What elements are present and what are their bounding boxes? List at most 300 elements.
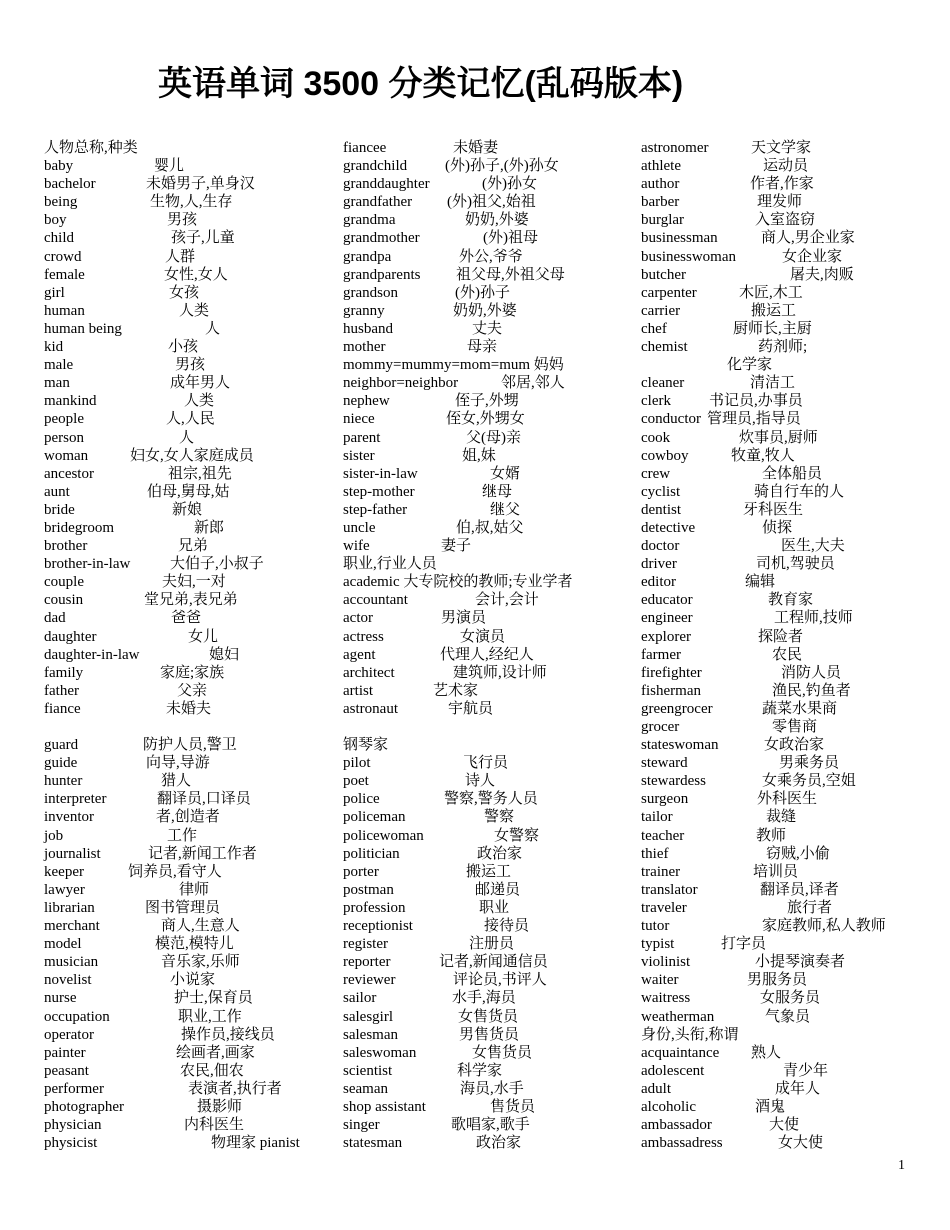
- chinese-meaning: 天文学家: [751, 140, 812, 156]
- vocab-entry: [641, 447, 931, 465]
- vocab-entry: [343, 808, 633, 826]
- chinese-meaning: 女儿: [188, 628, 219, 645]
- vocab-entry: [343, 700, 633, 718]
- english-word: baby: [44, 158, 74, 175]
- english-word: nephew: [343, 393, 390, 410]
- english-word: cyclist: [641, 483, 681, 500]
- english-word: educator: [641, 592, 693, 609]
- english-word: boy: [44, 212, 67, 229]
- vocab-entry: [44, 772, 334, 790]
- english-word: sister: [343, 447, 375, 464]
- chinese-meaning: 清洁工: [750, 375, 796, 392]
- vocab-entry: [44, 537, 334, 555]
- vocab-entry: [44, 139, 334, 157]
- english-word: stateswoman: [641, 737, 719, 754]
- vocab-entry: [44, 628, 334, 646]
- english-word: wife: [343, 538, 370, 555]
- chinese-meaning: 侄子,外甥: [455, 393, 519, 410]
- vocab-entry: [343, 555, 633, 573]
- english-word: firefighter: [641, 664, 702, 681]
- vocab-entry: [44, 320, 334, 338]
- vocab-entry: [641, 646, 931, 664]
- vocab-entry: [44, 175, 334, 193]
- chinese-meaning: 探险者: [758, 628, 804, 645]
- chinese-meaning: 图书管理员: [145, 899, 221, 916]
- vocab-entry: [343, 1026, 633, 1044]
- english-word: keeper: [44, 863, 84, 880]
- english-word: daughter: [44, 628, 97, 645]
- vocab-entry: [641, 229, 931, 247]
- chinese-meaning: 外公,爷爷: [459, 248, 523, 265]
- english-word: porter: [343, 863, 379, 880]
- chinese-meaning: 小孩: [168, 339, 199, 356]
- chinese-meaning: 女企业家: [782, 248, 843, 265]
- chinese-meaning: 入室盗窃: [755, 212, 816, 229]
- vocab-entry: [641, 863, 931, 881]
- english-word: carpenter: [641, 284, 697, 301]
- english-word: explorer: [641, 628, 691, 645]
- vocab-entry: [343, 1062, 633, 1080]
- vocab-entry: [44, 718, 334, 736]
- english-word: dad: [44, 610, 66, 627]
- vocab-entry: [343, 374, 633, 392]
- vocab-entry: [343, 284, 633, 302]
- vocab-entry: [343, 410, 633, 428]
- vocab-entry: [44, 193, 334, 211]
- chinese-meaning: 记者,新闻通信员: [439, 954, 548, 971]
- chinese-meaning: 父(母)亲: [466, 429, 521, 446]
- english-word: granny: [343, 302, 385, 319]
- chinese-meaning: (外)祖母: [483, 230, 538, 247]
- english-word: artist: [343, 682, 373, 699]
- english-word: crew: [641, 465, 671, 482]
- english-word: singer: [343, 1117, 380, 1134]
- vocab-column-3: [641, 139, 931, 1152]
- english-word: adolescent: [641, 1062, 705, 1079]
- vocab-entry: [44, 211, 334, 229]
- english-word: waitress: [641, 990, 691, 1007]
- chinese-meaning: 裁缝: [766, 809, 797, 826]
- english-word: scientist: [343, 1062, 393, 1079]
- vocab-entry: [641, 700, 931, 718]
- chinese-meaning: 代理人,经纪人: [440, 646, 534, 663]
- vocab-entry: [641, 501, 931, 519]
- chinese-meaning: 女售货员: [458, 1008, 519, 1025]
- english-word: occupation: [44, 1008, 110, 1025]
- chinese-meaning: 人类: [184, 393, 215, 410]
- chinese-meaning: 内科医生: [184, 1117, 245, 1134]
- english-word: granddaughter: [343, 176, 430, 193]
- chinese-meaning: 婴儿: [154, 158, 185, 175]
- english-word: barber: [641, 194, 680, 211]
- english-word: policeman: [343, 809, 406, 826]
- vocab-entry: [343, 790, 633, 808]
- vocab-entry: [641, 157, 931, 175]
- chinese-meaning: 新娘: [172, 501, 203, 518]
- chinese-meaning: 会计,会计: [475, 592, 539, 609]
- english-word: farmer: [641, 646, 681, 663]
- chinese-meaning: 操作员,接线员: [181, 1026, 275, 1043]
- vocab-entry: [44, 392, 334, 410]
- english-word: musician: [44, 954, 99, 971]
- chinese-meaning: 女性,女人: [164, 266, 228, 283]
- page-title: 英语单词 3500 分类记忆(乱码版本): [158, 65, 684, 103]
- chinese-meaning: 人: [205, 320, 221, 337]
- vocab-entry: [44, 863, 334, 881]
- english-word: author: [641, 176, 680, 193]
- vocab-entry: [641, 591, 931, 609]
- chinese-meaning: 警察,警务人员: [444, 791, 538, 808]
- chinese-meaning: 摄影师: [197, 1098, 243, 1115]
- vocab-entry: [343, 139, 633, 157]
- chinese-meaning: 姐,妹: [462, 447, 496, 464]
- english-word: editor: [641, 574, 676, 591]
- english-word: guide: [44, 755, 78, 772]
- vocab-entry: [343, 501, 633, 519]
- chinese-meaning: 男服务员: [747, 972, 808, 989]
- chinese-meaning: 消防人员: [781, 664, 842, 681]
- vocab-entry: [44, 356, 334, 374]
- chinese-meaning: 作者,作家: [750, 176, 814, 193]
- vocab-entry: [343, 646, 633, 664]
- english-word: trainer: [641, 863, 681, 880]
- vocab-entry: [641, 718, 931, 736]
- english-word: guard: [44, 737, 79, 754]
- chinese-meaning: 售货员: [490, 1098, 536, 1115]
- vocab-entry: [641, 429, 931, 447]
- vocab-entry: [641, 1062, 931, 1080]
- english-word: salesman: [343, 1026, 398, 1043]
- english-word: painter: [44, 1044, 86, 1061]
- english-word: cleaner: [641, 375, 685, 392]
- english-word: adult: [641, 1080, 671, 1097]
- vocab-entry: [44, 1044, 334, 1062]
- vocab-entry: [44, 284, 334, 302]
- chinese-meaning: 人: [179, 429, 195, 446]
- english-word: grandson: [343, 284, 398, 301]
- english-word: dentist: [641, 501, 681, 518]
- vocab-entry: [641, 845, 931, 863]
- vocab-entry: [44, 682, 334, 700]
- chinese-meaning: 女婿: [490, 465, 521, 482]
- english-word: fisherman: [641, 682, 701, 699]
- english-word: husband: [343, 320, 393, 337]
- vocab-entry: [44, 248, 334, 266]
- chinese-meaning: 气象员: [765, 1008, 811, 1025]
- chinese-meaning: (外)祖父,始祖: [447, 194, 536, 211]
- vocab-entry: [343, 682, 633, 700]
- english-word: bride: [44, 501, 75, 518]
- vocab-entry: [641, 1080, 931, 1098]
- chinese-meaning: 艺术家: [433, 682, 479, 699]
- english-word: step-father: [343, 501, 408, 518]
- english-word: child: [44, 230, 74, 247]
- chinese-meaning: 邮递员: [475, 881, 521, 898]
- chinese-meaning: 大伯子,小叔子: [170, 556, 264, 573]
- english-word: mankind: [44, 393, 97, 410]
- english-word: person: [44, 429, 84, 446]
- english-word: bridegroom: [44, 519, 114, 536]
- english-word: butcher: [641, 266, 686, 283]
- chinese-meaning: 炊事员,厨师: [739, 429, 818, 446]
- vocab-entry: [641, 881, 931, 899]
- english-word: carrier: [641, 302, 681, 319]
- vocab-entry: [44, 157, 334, 175]
- english-word: salesgirl: [343, 1008, 393, 1025]
- chinese-meaning: 警察: [484, 809, 515, 826]
- vocab-entry: [343, 1008, 633, 1026]
- english-word: shop assistant: [343, 1098, 426, 1115]
- vocab-entry: [44, 229, 334, 247]
- vocab-entry: [641, 266, 931, 284]
- chinese-meaning: 律师: [179, 881, 210, 898]
- vocab-entry: [641, 682, 931, 700]
- vocab-entry: [44, 501, 334, 519]
- chinese-meaning: 人,人民: [166, 411, 215, 428]
- chinese-meaning: 未婚妻: [453, 140, 499, 156]
- vocab-entry: [641, 284, 931, 302]
- vocab-entry: [343, 573, 633, 591]
- vocab-entry: [44, 935, 334, 953]
- english-word: grandfather: [343, 194, 413, 211]
- english-word: female: [44, 266, 85, 283]
- chinese-meaning: 女警察: [494, 827, 540, 844]
- english-word: 身份,头衔,称谓: [641, 1026, 739, 1043]
- chinese-meaning: 成年人: [775, 1080, 821, 1097]
- chinese-meaning: 商人,男企业家: [761, 230, 855, 247]
- english-word: thief: [641, 845, 669, 862]
- chinese-meaning: 旅行者: [787, 899, 833, 916]
- english-word: tailor: [641, 809, 673, 826]
- vocab-entry: [343, 1080, 633, 1098]
- vocab-entry: [343, 1098, 633, 1116]
- english-word: hunter: [44, 773, 83, 790]
- vocab-entry: [343, 899, 633, 917]
- chinese-meaning: 水手,海员: [452, 990, 516, 1007]
- chinese-meaning: 侄女,外甥女: [446, 411, 525, 428]
- chinese-meaning: 继母: [482, 483, 513, 500]
- english-word: job: [44, 827, 64, 844]
- english-word: cowboy: [641, 447, 689, 464]
- english-word: couple: [44, 574, 84, 591]
- english-word: steward: [641, 755, 688, 772]
- chinese-meaning: 新郎: [194, 519, 225, 536]
- english-word: ambassadress: [641, 1135, 723, 1152]
- chinese-meaning: 防护人员,警卫: [143, 737, 237, 754]
- chinese-meaning: 科学家: [457, 1062, 503, 1079]
- vocab-entry: [343, 736, 633, 754]
- vocab-entry: [343, 1044, 633, 1062]
- english-word: waiter: [641, 972, 679, 989]
- vocab-entry: [44, 1134, 334, 1152]
- chinese-meaning: 青少年: [783, 1062, 829, 1079]
- chinese-meaning: 丈夫: [472, 320, 503, 337]
- vocab-entry: [343, 175, 633, 193]
- english-word: businesswoman: [641, 248, 736, 265]
- chinese-meaning: 打字员: [721, 936, 767, 953]
- chinese-meaning: 管理员,指导员: [707, 411, 801, 428]
- chinese-meaning: 爸爸: [171, 610, 202, 627]
- vocab-entry: [641, 410, 931, 428]
- vocab-entry: [44, 953, 334, 971]
- vocab-entry: [641, 320, 931, 338]
- english-word: accountant: [343, 592, 408, 609]
- chinese-meaning: 侦探: [762, 519, 793, 536]
- english-word: girl: [44, 284, 65, 301]
- english-word: bachelor: [44, 176, 96, 193]
- vocab-entry: [343, 935, 633, 953]
- vocab-entry: [343, 917, 633, 935]
- chinese-meaning: 职业: [479, 899, 510, 916]
- chinese-meaning: 飞行员: [463, 755, 509, 772]
- english-word: traveler: [641, 899, 687, 916]
- english-word: physician: [44, 1117, 102, 1134]
- english-word: crowd: [44, 248, 82, 265]
- vocab-entry: [44, 664, 334, 682]
- chinese-meaning: 搬运工: [466, 863, 512, 880]
- chinese-meaning: 教育家: [768, 592, 814, 609]
- vocab-entry: [343, 465, 633, 483]
- chinese-meaning: 伯母,舅母,姑: [147, 483, 230, 500]
- chinese-meaning: 农民: [772, 646, 803, 663]
- vocab-entry: [343, 953, 633, 971]
- vocab-entry: [641, 139, 931, 157]
- vocab-entry: [343, 664, 633, 682]
- chinese-meaning: 培训员: [753, 863, 799, 880]
- english-word: translator: [641, 881, 698, 898]
- vocab-entry: [343, 356, 633, 374]
- chinese-meaning: 女乘务员,空姐: [762, 773, 856, 790]
- chinese-meaning: 人类: [179, 302, 210, 319]
- vocab-entry: [44, 447, 334, 465]
- english-word: operator: [44, 1026, 94, 1043]
- chinese-meaning: 药剂师;: [758, 339, 808, 356]
- vocab-entry: [641, 808, 931, 826]
- english-word: teacher: [641, 827, 685, 844]
- vocab-entry: [343, 429, 633, 447]
- english-word: physicist: [44, 1135, 98, 1152]
- chinese-meaning: 孩子,儿童: [171, 230, 235, 247]
- vocab-entry: [641, 754, 931, 772]
- english-word: human: [44, 302, 85, 319]
- chinese-meaning: 工程师,技师: [774, 610, 853, 627]
- english-word: grandpa: [343, 248, 392, 265]
- english-word: journalist: [44, 845, 101, 862]
- english-word: statesman: [343, 1135, 403, 1152]
- vocab-entry: [44, 790, 334, 808]
- vocab-column-2: [343, 139, 633, 1152]
- vocab-entry: [44, 808, 334, 826]
- chinese-meaning: 继父: [490, 501, 521, 518]
- vocab-entry: [641, 790, 931, 808]
- vocab-entry: [44, 1008, 334, 1026]
- vocab-entry: [641, 1026, 931, 1044]
- english-word: brother-in-law: [44, 556, 131, 573]
- chinese-meaning: 酒鬼: [755, 1098, 786, 1115]
- english-word: sister-in-law: [343, 465, 418, 482]
- vocab-entry: [641, 483, 931, 501]
- vocab-entry: [44, 573, 334, 591]
- english-word: 钢琴家: [343, 737, 389, 754]
- vocab-entry: [343, 827, 633, 845]
- vocab-entry: [641, 1098, 931, 1116]
- chinese-meaning: (外)孙子: [455, 284, 510, 301]
- chinese-meaning: 父亲: [177, 682, 208, 699]
- english-word: reporter: [343, 954, 391, 971]
- chinese-meaning: 家庭教师,私人教师: [762, 918, 886, 935]
- vocab-entry: [641, 193, 931, 211]
- vocab-entry: [641, 1134, 931, 1152]
- vocab-entry: [44, 881, 334, 899]
- chinese-meaning: 家庭;家族: [160, 664, 225, 681]
- vocab-entry: [44, 845, 334, 863]
- chinese-meaning: 诗人: [465, 773, 496, 790]
- vocab-entry: [343, 609, 633, 627]
- english-word: architect: [343, 664, 395, 681]
- vocab-entry: [44, 1062, 334, 1080]
- chinese-meaning: 零售商: [772, 719, 818, 735]
- chinese-meaning: 歌唱家,歌手: [451, 1117, 530, 1134]
- vocab-entry: [343, 1116, 633, 1134]
- english-word: grocer: [641, 719, 680, 735]
- vocab-entry: [343, 266, 633, 284]
- english-word: saleswoman: [343, 1044, 417, 1061]
- chinese-meaning: 注册员: [469, 936, 515, 953]
- vocab-entry: [641, 248, 931, 266]
- chinese-meaning: 兄弟: [178, 538, 209, 555]
- vocab-entry: [44, 609, 334, 627]
- english-word: driver: [641, 556, 677, 573]
- english-word: fiance: [44, 700, 81, 717]
- chinese-meaning: 未婚夫: [166, 700, 212, 717]
- vocab-entry: [44, 899, 334, 917]
- chinese-meaning: 堂兄弟,表兄弟: [144, 592, 238, 609]
- english-word: merchant: [44, 918, 100, 935]
- english-word: seaman: [343, 1080, 388, 1097]
- vocab-entry: [641, 1044, 931, 1062]
- vocab-entry: [343, 537, 633, 555]
- chinese-meaning: 夫妇,一对: [162, 574, 226, 591]
- vocab-entry: [343, 193, 633, 211]
- chinese-meaning: 邻居,邻人: [501, 375, 565, 392]
- english-word: being: [44, 194, 78, 211]
- chinese-meaning: 全体船员: [762, 465, 823, 482]
- english-word: alcoholic: [641, 1098, 696, 1115]
- english-word: 职业,行业人员: [343, 556, 437, 573]
- chinese-meaning: 外科医生: [757, 791, 818, 808]
- english-word: violinist: [641, 954, 691, 971]
- vocab-entry: [641, 519, 931, 537]
- english-word: police: [343, 791, 380, 808]
- vocab-entry: [641, 338, 931, 356]
- chinese-meaning: 绘画者,画家: [176, 1044, 255, 1061]
- english-word: man: [44, 375, 70, 392]
- english-word: peasant: [44, 1062, 89, 1079]
- english-word: grandparents: [343, 266, 421, 283]
- vocab-entry: [44, 429, 334, 447]
- chinese-meaning: 女服务员: [760, 990, 821, 1007]
- vocab-entry: [44, 736, 334, 754]
- chinese-meaning: 运动员: [763, 158, 809, 175]
- vocab-entry: [343, 447, 633, 465]
- chinese-meaning: 书记员,办事员: [709, 393, 803, 410]
- page-number: 1: [898, 1158, 905, 1173]
- english-word: register: [343, 936, 388, 953]
- english-word: fiancee: [343, 140, 387, 156]
- vocab-entry: [343, 754, 633, 772]
- chinese-meaning: 蔬菜水果商: [762, 700, 838, 717]
- vocab-entry: [641, 989, 931, 1007]
